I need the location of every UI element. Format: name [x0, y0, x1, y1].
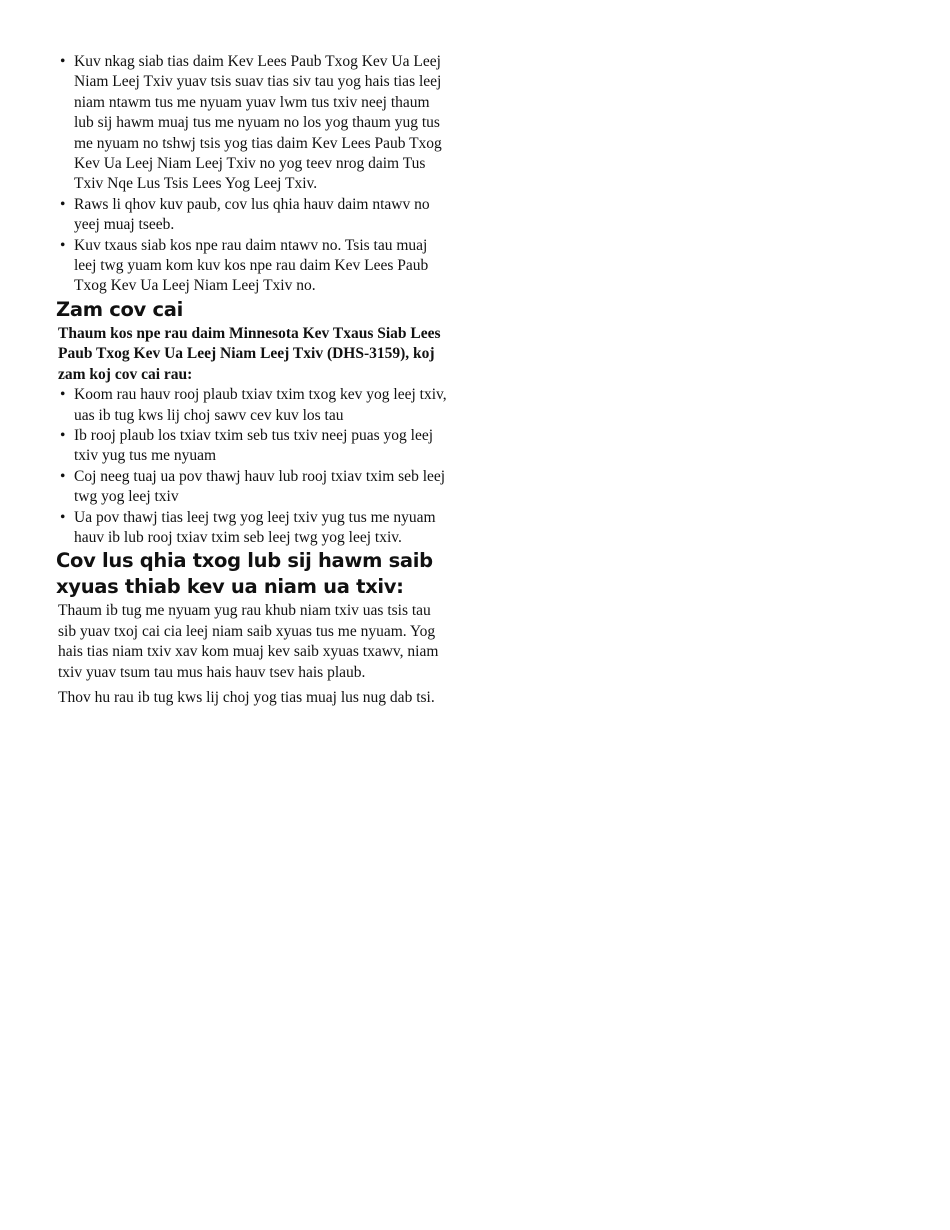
section-heading-custody-info: Cov lus qhia txog lub sij hawm saib xyuas thiab kev ua niam ua txiv:	[56, 549, 433, 599]
list-item: • Koom rau hauv rooj plaub txiav txim txog kev yog leej txiv, uas ib tug kws lij choj sawv cev kuv los tau	[56, 385, 448, 426]
list-item: • Coj neeg tuaj ua pov thawj hauv lub rooj txiav txim seb leej twg yog leej txiv	[56, 467, 448, 508]
paragraph: Thaum ib tug me nyuam yug rau khub niam txiv uas tsis tau sib yuav txoj cai cia leej niam saib xyuas tus me nyuam. Yog hais tias niam txiv xav kom muaj kev saib xyuas txawv, niam txiv yuav tsum tau mus hais hauv tsev hais plaub.	[58, 602, 439, 681]
list-item: • Kuv nkag siab tias daim Kev Lees Paub Txog Kev Ua Leej Niam Leej Txiv yuav tsis suav tias siv tau yog hais tias leej niam ntawm tus me nyuam yuav lwm tus txiv neej thaum lub sij hawm muaj tus me nyuam no los yog thaum yug tus me nyuam no tshwj tsis yog tias daim Kev Lees Paub Txog Kev Ua Leej Niam Leej Txiv no yog teev nrog daim Tus Txiv Nqe Lus Tsis Lees Yog Leej Txiv.	[56, 52, 448, 195]
list-item: • Ua pov thawj tias leej twg yog leej txiv yug tus me nyuam hauv ib lub rooj txiav txim seb leej twg yog leej txiv.	[56, 508, 448, 549]
section-intro: Thaum kos npe rau daim Minnesota Kev Txaus Siab Lees Paub Txog Kev Ua Leej Niam Leej Txiv (DHS-3159), koj zam koj cov cai rau:	[58, 324, 441, 383]
list-item: • Ib rooj plaub los txiav txim seb tus txiv neej puas yog leej txiv yug tus me nyuam	[56, 426, 448, 467]
acknowledgment-list	[56, 52, 448, 297]
document-page	[56, 52, 448, 708]
list-item: • Raws li qhov kuv paub, cov lus qhia hauv daim ntawv no yeej muaj tseeb.	[56, 195, 448, 236]
paragraph: Thov hu rau ib tug kws lij choj yog tias muaj lus nug dab tsi.	[58, 688, 435, 706]
list-item: • Kuv txaus siab kos npe rau daim ntawv no. Tsis tau muaj leej twg yuam kom kuv kos npe rau daim Kev Lees Paub Txog Kev Ua Leej Niam Leej Txiv no.	[56, 236, 448, 297]
rights-waived-list	[56, 385, 448, 548]
section-heading-zam-cov-cai: Zam cov cai	[56, 297, 183, 321]
